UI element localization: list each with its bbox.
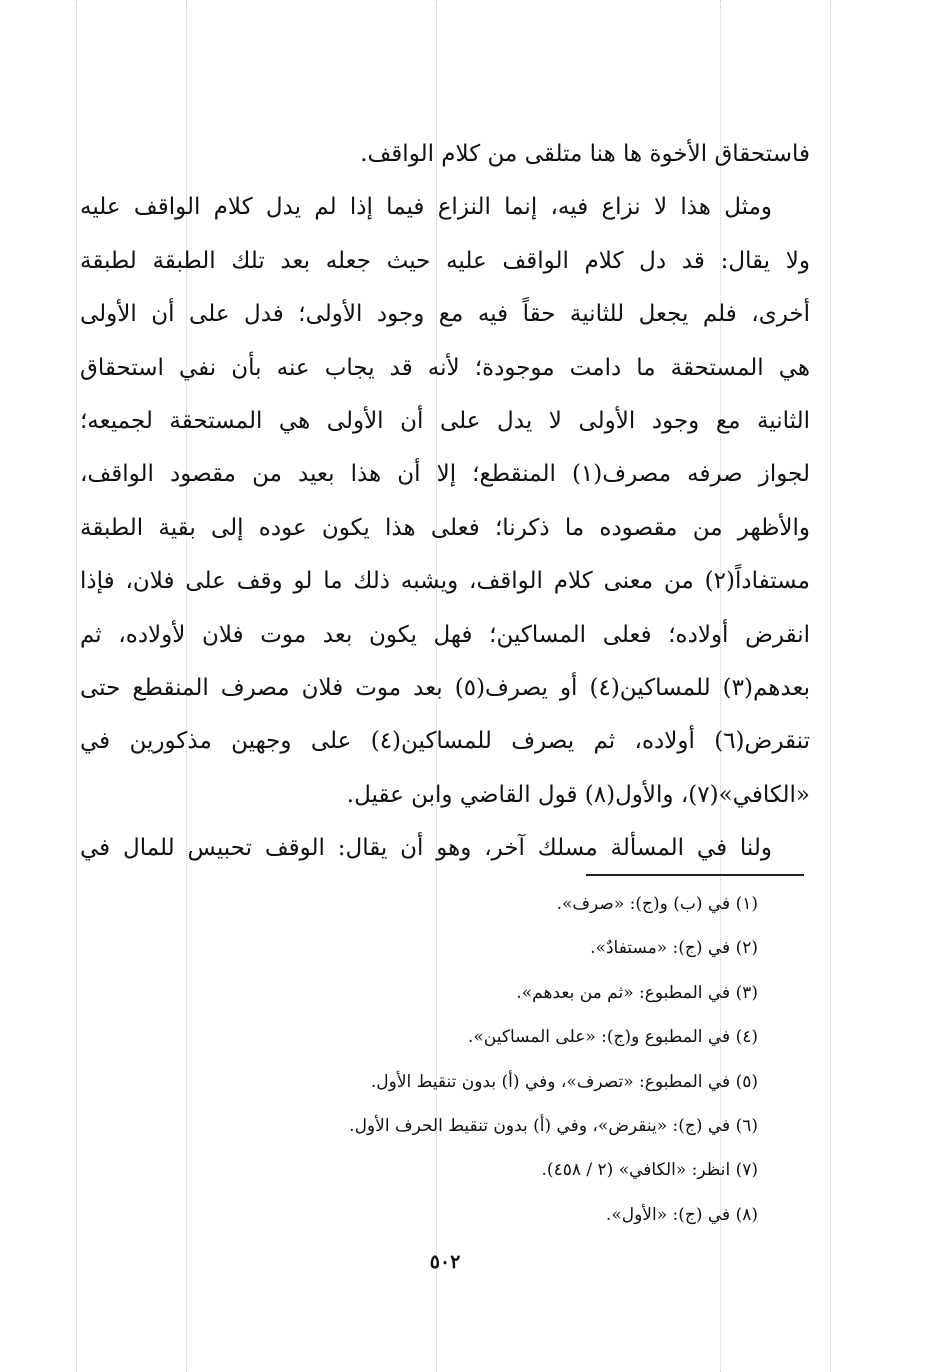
footnote-item: (٥) في المطبوع: «تصرف»، وفي (أ) بدون تنقيط الأول. — [370, 1071, 758, 1092]
footnote-separator — [586, 874, 804, 876]
text-line: ولنا في المسألة مسلك آخر، وهو أن يقال: الوقف تحبيس للمال في — [80, 835, 772, 862]
footnote-item: (٢) في (ج): «مستفادٌ». — [590, 938, 758, 959]
margin-guide-left-outer — [76, 0, 77, 1372]
footnote-item: (١) في (ب) و(ج): «صرف». — [556, 894, 758, 914]
text-line: والأظهر من مقصوده ما ذكرنا؛ فعلى هذا يكون عوده إلى بقية الطبقة — [80, 514, 810, 541]
footnote-item: (٤) في المطبوع و(ج): «على المساكين». — [467, 1027, 758, 1048]
margin-guide-right-outer — [830, 0, 831, 1372]
footnotes — [180, 882, 758, 1237]
footnote-item: (٧) انظر: «الكافي» (٢ / ٤٥٨). — [541, 1160, 758, 1181]
text-line: ولا يقال: قد دل كلام الواقف عليه حيث جعله بعد تلك الطبقة لطبقة — [80, 247, 810, 274]
text-line: هي المستحقة ما دامت موجودة؛ لأنه قد يجاب عنه بأن نفي استحقاق — [80, 354, 810, 381]
text-line: «الكافي»(٧)، والأول(٨) قول القاضي وابن عقيل. — [346, 781, 810, 808]
text-line: مستفاداً(٢) من معنى كلام الواقف، ويشبه ذلك ما لو وقف على فلان، فإذا — [80, 568, 810, 595]
footnote-item: (٦) في (ج): «ينقرض»، وفي (أ) بدون تنقيط الحرف الأول. — [349, 1115, 758, 1136]
text-line: الثانية مع وجود الأولى لا يدل على أن الأولى هي المستحقة لجميعه؛ — [80, 407, 810, 434]
text-line: انقرض أولاده؛ فعلى المساكين؛ فهل يكون بعد موت فلان لأولاده، ثم — [80, 621, 810, 648]
text-line: ومثل هذا لا نزاع فيه، إنما النزاع فيما إذا لم يدل كلام الواقف عليه — [80, 194, 772, 221]
page-number: ٥٠٢ — [429, 1251, 461, 1273]
text-line: فاستحقاق الأخوة ها هنا متلقى من كلام الواقف. — [360, 141, 810, 167]
footnote-item: (٨) في (ج): «الأول». — [605, 1204, 758, 1225]
footnote-item: (٣) في المطبوع: «ثم من بعدهم». — [516, 982, 758, 1003]
text-line: تنقرض(٦) أولاده، ثم يصرف للمساكين(٤) على وجهين مذكورين في — [80, 728, 810, 755]
text-line: أخرى، فلم يجعل للثانية حقاً فيه مع وجود الأولى؛ فدل على أن الأولى — [80, 301, 810, 328]
text-line: لجواز صرفه مصرف(١) المنقطع؛ إلا أن هذا بعيد من مقصود الواقف، — [80, 461, 810, 488]
main-text — [80, 128, 810, 875]
text-line: بعدهم(٣) للمساكين(٤) أو يصرف(٥) بعد موت فلان مصرف المنقطع حتى — [80, 674, 810, 701]
